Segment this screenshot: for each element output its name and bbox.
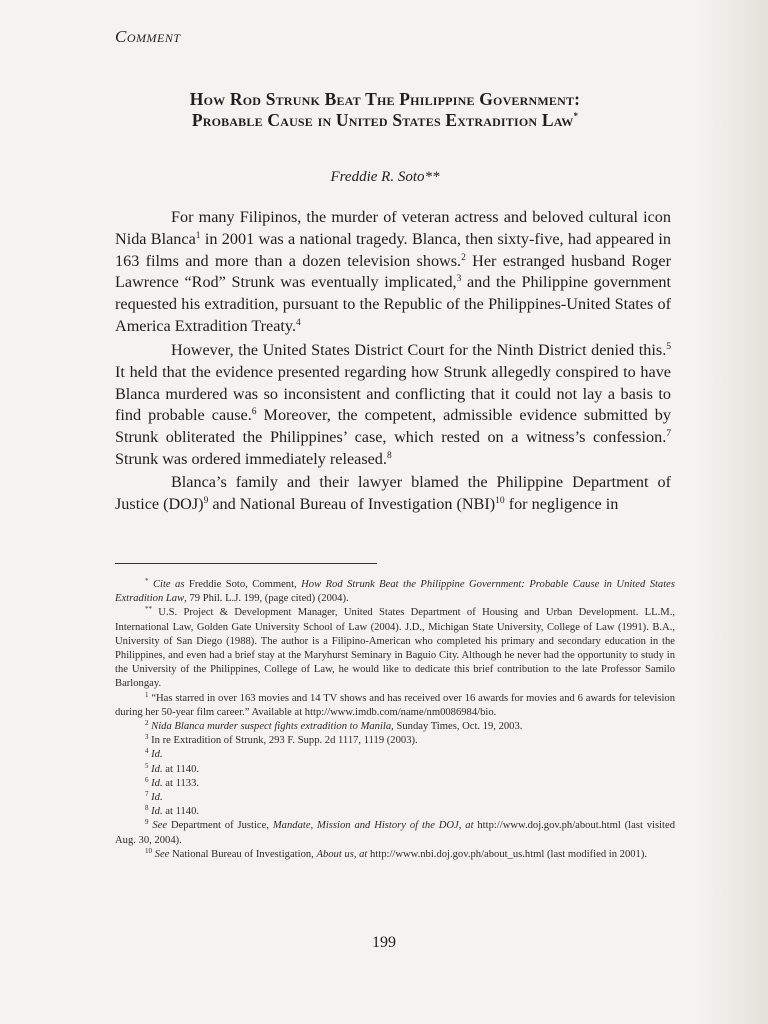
article-title-line-2: Probable Cause in United States Extradition Law*: [191, 110, 579, 130]
footnote-ref[interactable]: 1: [195, 230, 201, 241]
footnote-3: $^3$ In re Extradition of Strunk, 293 F. Supp. 2d 1117, 1119 (2003).: [145, 733, 418, 747]
footnote-ref[interactable]: 10: [495, 495, 505, 506]
footnote-ref[interactable]: 4: [296, 317, 301, 328]
footnote-ref[interactable]: 8: [386, 450, 392, 461]
footnote-separator: [115, 563, 377, 564]
footnote-9: $^9$ See Department of Justice, Mandate, Mission and History of the DOJ, at http://www.doj.gov.ph/about.html (last visited Aug. 30, 2004).: [115, 818, 675, 846]
footnote-ref[interactable]: 3: [456, 274, 462, 285]
body-paragraph-3: Blanca’s family and their lawyer blamed the Philippine Department of Justice (DOJ)$^9$ and National Bureau of Investigation (NBI)$^{10}$ for negligence in: [115, 473, 671, 513]
footnote-5: $^5$ Id. at 1140.: [145, 761, 200, 775]
footnote-6: $^6$ Id. at 1133.: [145, 775, 200, 789]
footnote-ref[interactable]: 5: [666, 342, 671, 352]
body-paragraph-1: For many Filipinos, the murder of veteran actress and beloved cultural icon Nida Blanca$^1$ in 2001 was a national tragedy. Blanca, then sixty-five, had appeared in 163 films and more than a dozen television shows.$^2$ Her estranged husband Roger Lawrence “Rod” Strunk was eventually implicated,$^3$ and the Philippine government requested his extradition, pursuant to the Republic of the Philippines-United States of America Extradition Treaty.$^4$: [115, 208, 671, 335]
facing-page-bleed: [698, 0, 768, 1024]
footnote-ref[interactable]: 7: [666, 429, 671, 440]
footnote-star: * Cite as Freddie Soto, Comment, How Rod Strunk Beat the Philippine Government: Probable Cause in United States Extradition Law, 79 Phil. L.J. 199, (page cited) (2004).: [115, 577, 675, 605]
title-footnote-marker: *: [573, 111, 579, 121]
footnote-10: $^{10}$ See National Bureau of Investigation, About us, at http://www.nbi.doj.gov.ph/about_us.html (last modified in 2001).: [145, 846, 648, 860]
footnote-4: $^4$ Id.: [145, 747, 163, 761]
footnotes: [115, 578, 675, 862]
footnote-ref[interactable]: 6: [251, 407, 257, 418]
footnote-ref[interactable]: 9: [203, 495, 209, 506]
author-byline: Freddie R. Soto**: [330, 169, 440, 185]
footnote-8: $^8$ Id. at 1140.: [145, 804, 200, 818]
footnote-7: $^7$ Id.: [145, 790, 163, 804]
footnote-ref[interactable]: 2: [461, 252, 466, 263]
page-number: 199: [372, 934, 396, 951]
footnote-double-star: ** U.S. Project & Development Manager, United States Department of Housing and Urban Development. LL.M., International Law, Golden Gate University School of Law (2004). J.D., Michigan State University, College of Law (1991). B.A., University of San Diego (1988). The author is a Filipino-American who completed his primary and secondary education in the Philippines, and even had a brief stay at the Maryhurst Seminary in Baguio City. Although he never had the opportunity to study in the University of the Philippines, College of Law, he would like to dedicate this brief contribution to the late Professor Samilo Barlongay.: [115, 605, 675, 690]
body-paragraph-2: However, the United States District Court for the Ninth District denied this.$^5$ It held that the evidence presented regarding how Strunk allegedly conspired to have Blanca murdered was so inconsistent and conflicting that it could not lay a basis to find probable cause.$^6$ Moreover, the competent, admissible evidence submitted by Strunk obliterated the Philippines’ case, which rested on a witness’s confession.$^7$ Strunk was ordered immediately released.$^8$: [115, 341, 671, 468]
running-head: Comment: [115, 27, 181, 46]
footnote-1: $^1$ “Has starred in over 163 movies and 14 TV shows and has received over 16 awards for movies and 6 awards for television during her 50-year film career.” Available at http://www.imdb.com/name/nm0086984/bio.: [115, 690, 675, 718]
article-title-line-1: How Rod Strunk Beat The Philippine Government:: [189, 89, 581, 109]
footnote-2: $^2$ Nida Blanca murder suspect fights extradition to Manila, Sunday Times, Oct. 19, 2003.: [145, 719, 523, 733]
